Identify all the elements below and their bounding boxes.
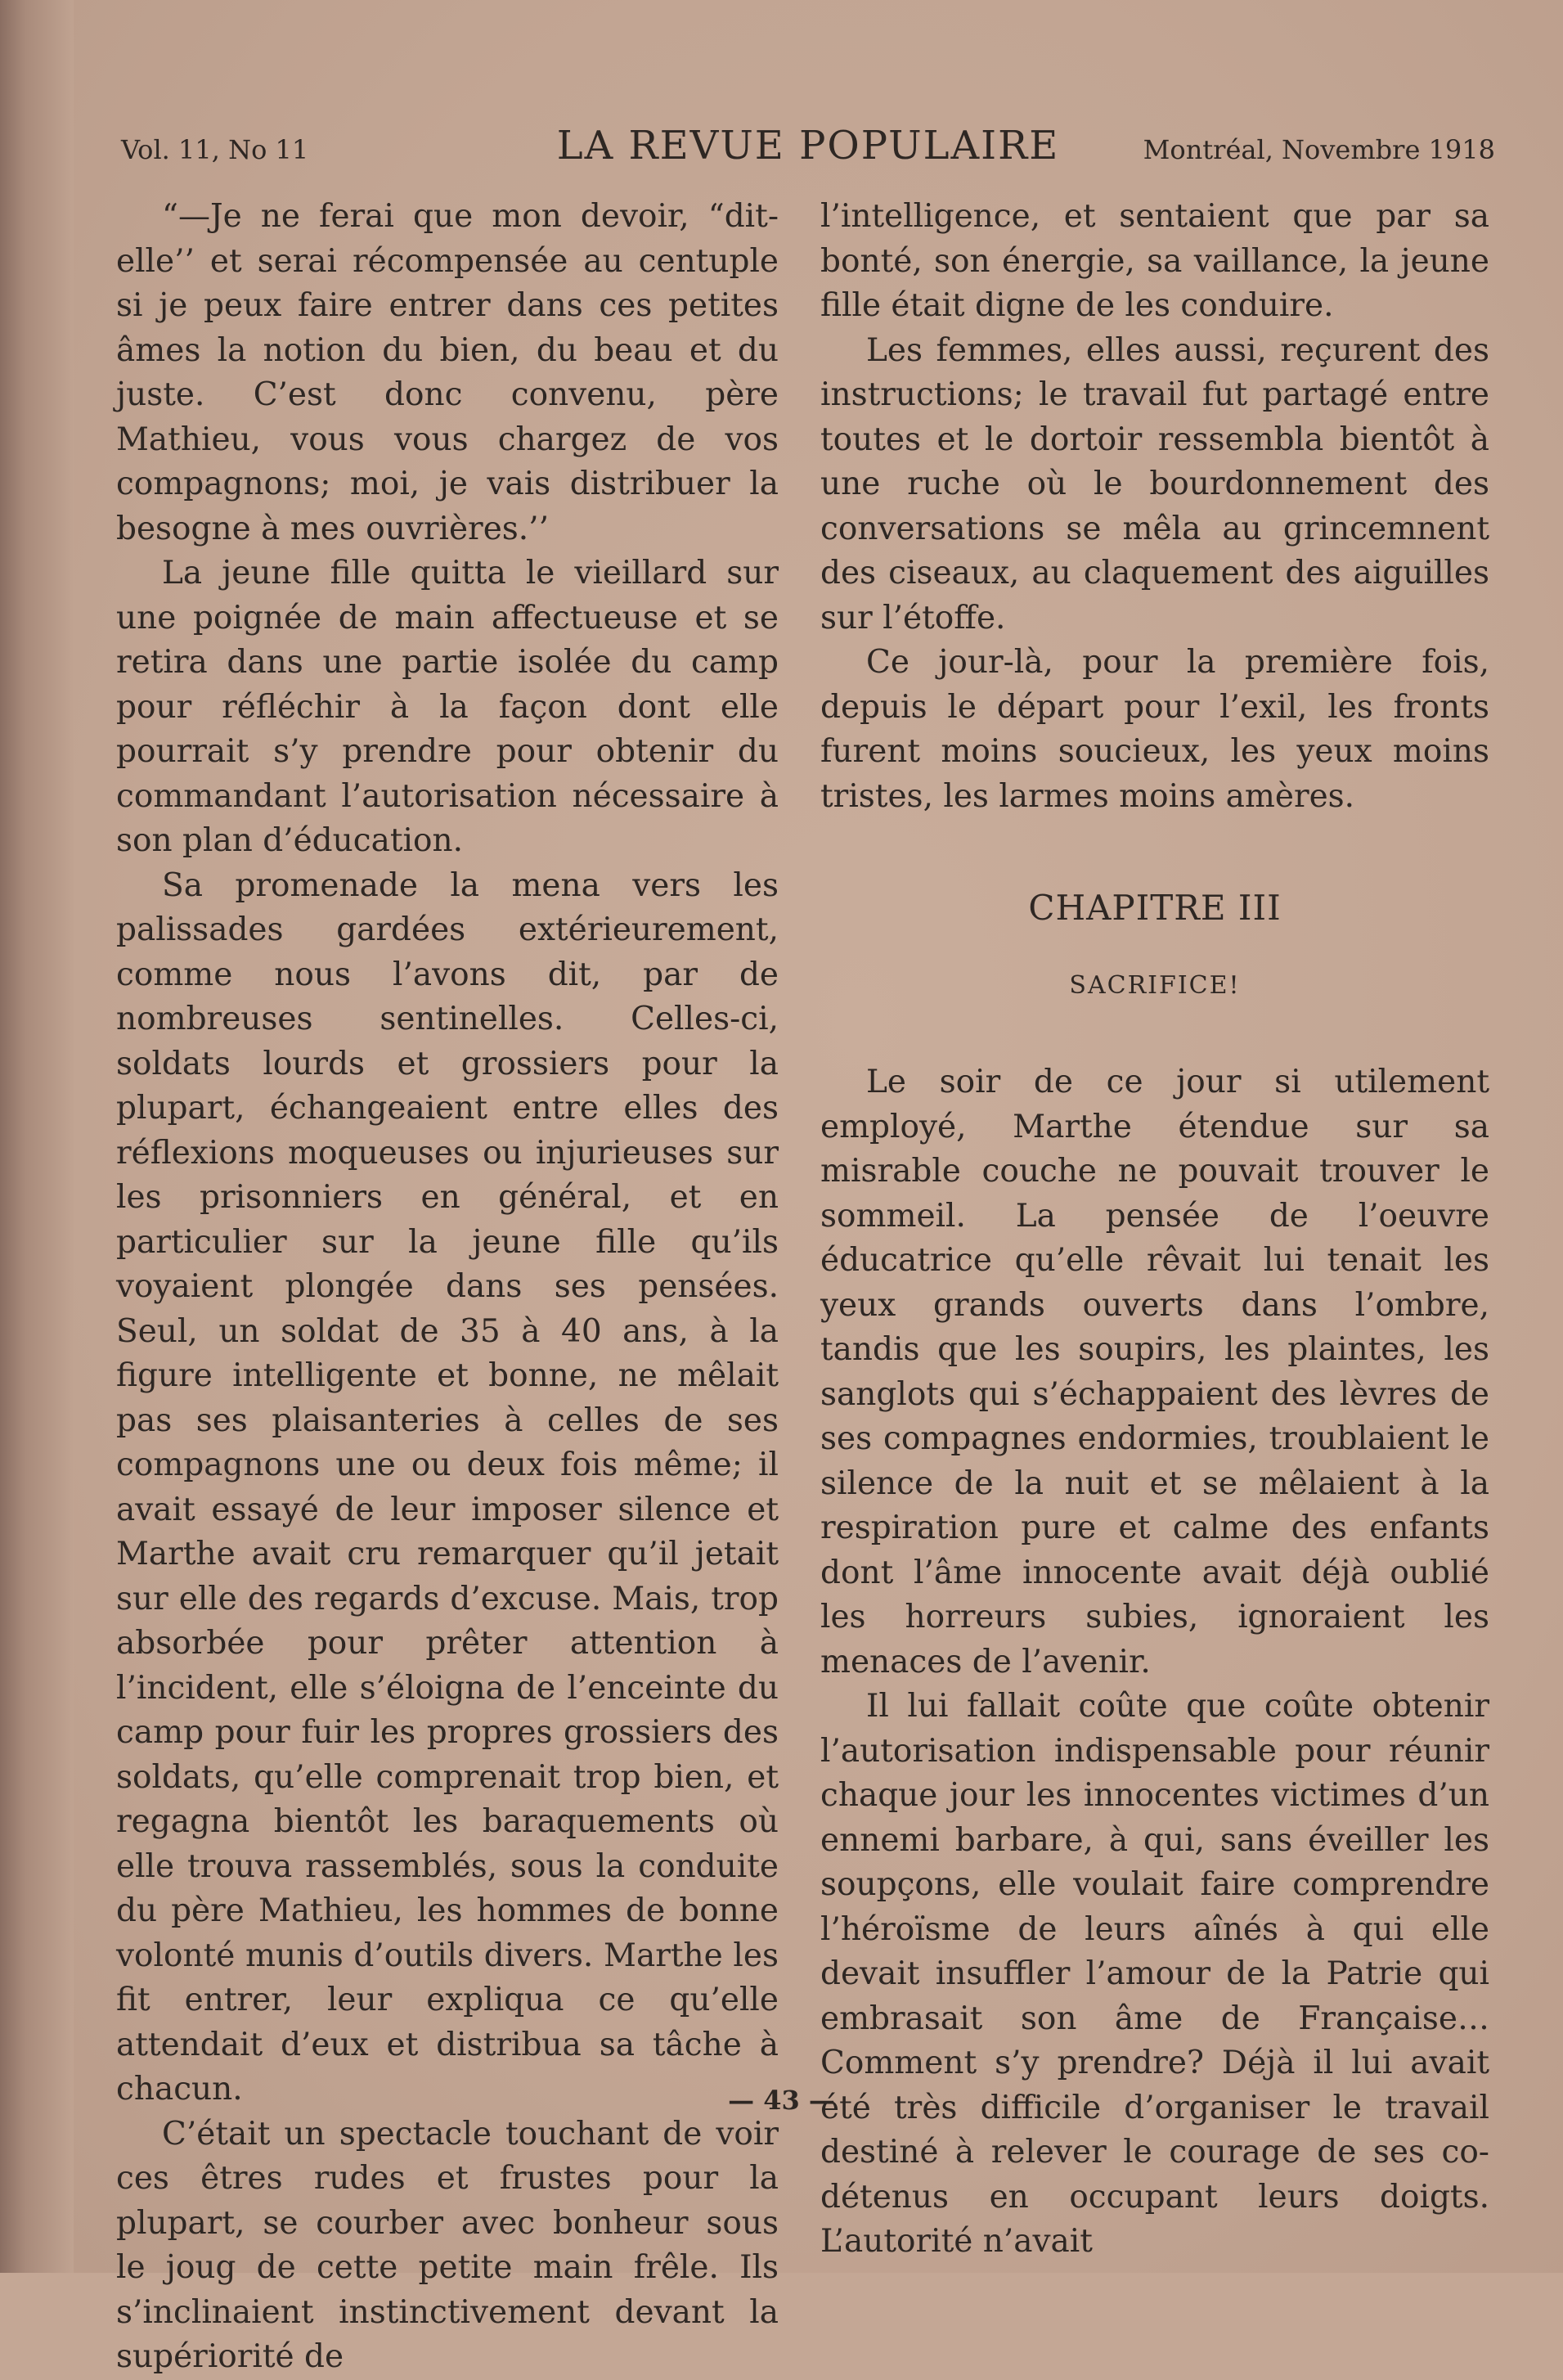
- right-column: [820, 195, 1489, 2265]
- paragraph: Ce jour-là, pour la première fois, depuis le départ pour l’exil, les fronts furent moins soucieux, les yeux moins tristes, les larmes moins amères.: [820, 644, 1489, 815]
- page-binding-shadow: [0, 0, 74, 2273]
- paragraph: La jeune fille quitta le vieillard sur une poignée de main affectueuse et se retira dans une partie isolée du camp pour réfléchir à la façon dont elle pourrait s’y prendre pour obtenir du commandant l’autorisation nécessaire à son plan d’éducation.: [116, 555, 779, 859]
- left-column: [116, 195, 779, 2380]
- paragraph: Les femmes, elles aussi, reçurent des instructions; le travail fut partagé entre toutes et le dortoir ressembla bientôt à une ruche où le bourdonnement des conversations se mêla au grincemnent des ciseaux, au claquement des aiguilles sur l’étoffe.: [820, 331, 1489, 637]
- page-number: — 43 —: [728, 2085, 835, 2116]
- chapter-subtitle: SACRIFICE!: [1069, 970, 1241, 1000]
- volume-number: Vol. 11, No 11: [121, 134, 309, 165]
- paragraph: Sa promenade la mena vers les palissades gardées extérieurement, comme nous l’avons dit, par de nombreuses sentinelles. Celles-ci, soldats lourds et grossiers pour la plupart, échangeaient entre elles des réflexions moqueuses ou injurieuses sur les prisonniers en général, et en particulier sur la jeune fille qu’ils voyaient plongée dans ses pensées. Seul, un soldat de 35 à 40 ans, à la figure intelligente et bonne, ne mêlait pas ses plaisanteries à celles de ses compagnons une ou deux fois même; il avait essayé de leur imposer silence et Marthe avait cru remarquer qu’il jetait sur elle des regards d’excuse. Mais, trop absorbée pour prêter attention à l’incident, elle s’éloigna de l’enceinte du camp pour fuir les propres grossiers des soldats, qu’elle comprenait trop bien, et regagna bientôt les baraquements où elle trouva rassemblés, sous la conduite du père Mathieu, les hommes de bonne volonté munis d’outils divers. Marthe les fit entrer, leur expliqua ce qu’elle attendait d’eux et distribua sa tâche à chacun.: [116, 866, 779, 2108]
- publication-title: LA REVUE POPULAIRE: [556, 123, 1060, 169]
- paragraph: “—Je ne ferai que mon devoir, “dit-elle’’ et serai récompensée au centuple si je peux faire entrer dans ces petites âmes la notion du bien, du beau et du juste. C’est donc convenu, père Mathieu, vous vous chargez de vos compagnons; moi, je vais distribuer la besogne à mes ouvrières.’’: [116, 198, 779, 547]
- paragraph: Il lui fallait coûte que coûte obtenir l’autorisation indispensable pour réunir chaque jour les innocentes victimes d’un ennemi barbare, à qui, sans éveiller les soupçons, elle voulait faire comprendre l’héroïsme de leurs aînés à qui elle devait insuffler l’amour de la Patrie qui embrasait son âme de Française… Comment s’y prendre? Déjà il lui avait été très difficile d’organiser le travail destiné à relever le courage de ses co-détenus en occupant leurs doigts. L’autorité n’avait: [820, 1688, 1489, 2260]
- chapter-heading: CHAPITRE III: [1028, 888, 1282, 928]
- paragraph: C’était un spectacle touchant de voir ces êtres rudes et frustes pour la plupart, se courber avec bonheur sous le joug de cette petite main frêle. Ils s’inclinaient instinctivement devant la supériorité de: [116, 2115, 779, 2375]
- issue-date: Montréal, Novembre 1918: [1143, 134, 1495, 165]
- paragraph: Le soir de ce jour si utilement employé, Marthe étendue sur sa misrable couche ne pouvait trouver le sommeil. La pensée de l’oeuvre éducatrice qu’elle rêvait lui tenait les yeux grands ouverts dans l’ombre, tandis que les soupirs, les plaintes, les sanglots qui s’échappaient des lèvres de ses compagnes endormies, troublaient le silence de la nuit et se mêlaient à la respiration pure et calme des enfants dont l’âme innocente avait déjà oublié les horreurs subies, ignoraient les menaces de l’avenir.: [820, 1064, 1489, 1680]
- running-header: [121, 123, 1495, 180]
- paragraph: l’intelligence, et sentaient que par sa bonté, son énergie, sa vaillance, la jeune fille était digne de les conduire.: [820, 198, 1489, 324]
